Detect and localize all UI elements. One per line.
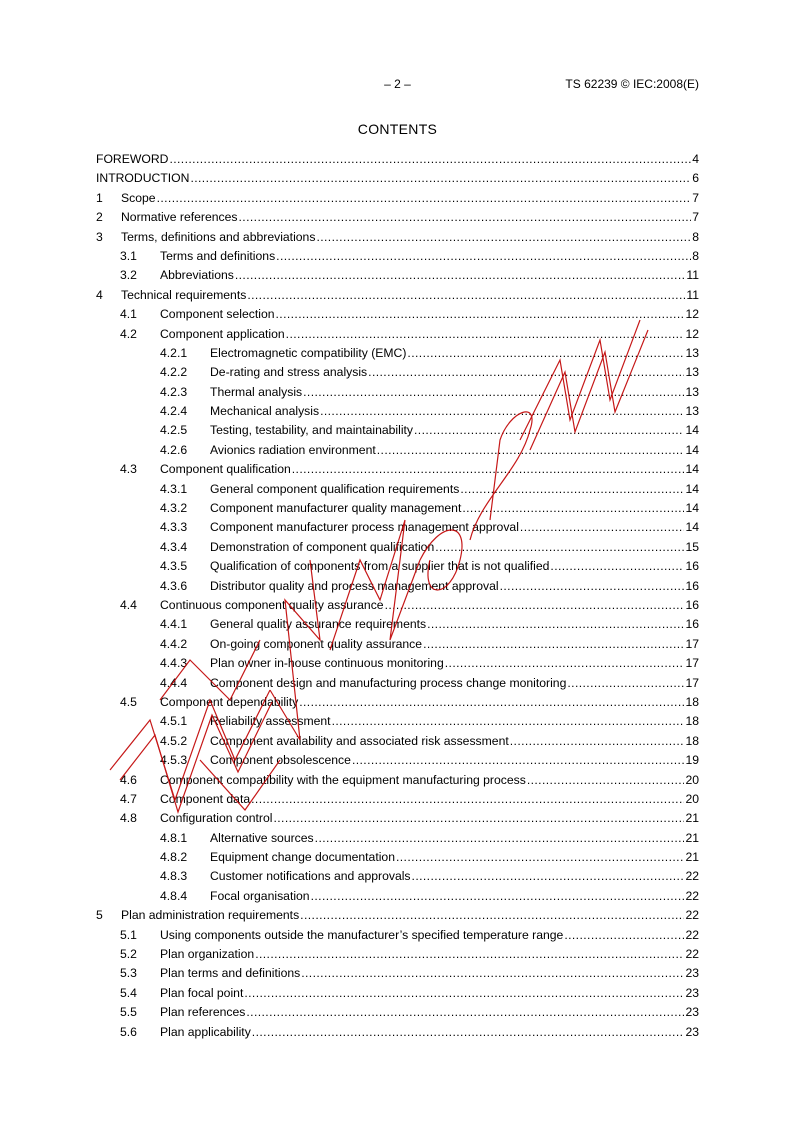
toc-leader-dots xyxy=(352,752,685,769)
toc-entry-number: 4.5.2 xyxy=(160,733,188,748)
toc-leader-dots xyxy=(510,733,685,750)
toc-leader-dots xyxy=(332,713,685,730)
toc-entry-number: 4 xyxy=(96,287,103,302)
toc-entry-page: 16 xyxy=(685,578,699,593)
toc-entry-title: Alternative sources xyxy=(210,830,314,845)
toc-entry-title: Component design and manufacturing process change monitoring xyxy=(210,675,567,690)
toc-leader-dots xyxy=(423,636,684,653)
toc-entry-number: 4.8.4 xyxy=(160,888,188,903)
toc-entry-page: 4 xyxy=(692,152,699,166)
toc-entry[interactable] xyxy=(96,694,699,713)
toc-entry-page: 12 xyxy=(685,326,699,341)
toc-entry-page: 20 xyxy=(685,772,699,787)
toc-leader-dots xyxy=(299,694,684,711)
toc-entry-number: 5.4 xyxy=(120,985,137,1000)
toc-leader-dots xyxy=(255,946,684,963)
toc-entry-page: 17 xyxy=(685,675,699,690)
toc-entry-title: Qualification of components from a supplier that is not qualified xyxy=(210,559,550,574)
toc-entry[interactable] xyxy=(96,364,699,383)
toc-entry-page: 13 xyxy=(685,404,699,419)
toc-entry[interactable] xyxy=(96,248,699,267)
toc-entry[interactable] xyxy=(96,772,699,791)
toc-entry-number: 4.2 xyxy=(120,326,137,341)
toc-entry-title: Distributor quality and process management approval xyxy=(210,578,499,593)
toc-entry-title: Configuration control xyxy=(160,811,273,826)
contents-title: CONTENTS xyxy=(357,121,438,137)
toc-entry-number: 4.5 xyxy=(120,694,137,709)
toc-entry[interactable] xyxy=(96,209,699,228)
toc-entry[interactable] xyxy=(96,636,699,655)
toc-entry[interactable] xyxy=(96,151,699,170)
toc-entry-title: Technical requirements xyxy=(121,287,247,302)
toc-entry-number: 4.5.1 xyxy=(160,714,188,729)
toc-entry-number: 5.3 xyxy=(120,966,137,981)
toc-leader-dots xyxy=(301,965,684,982)
toc-entry-page: 21 xyxy=(685,830,699,845)
toc-entry-number: 4.6 xyxy=(120,772,137,787)
toc-entry-page: 17 xyxy=(685,636,699,651)
toc-entry-title: Reliability assessment xyxy=(210,714,331,729)
toc-entry[interactable] xyxy=(96,675,699,694)
toc-entry-page: 23 xyxy=(685,1024,699,1039)
toc-entry[interactable] xyxy=(96,791,699,810)
toc-entry-page: 13 xyxy=(685,384,699,399)
toc-leader-dots xyxy=(239,209,692,226)
toc-entry-title: Plan terms and definitions xyxy=(160,966,301,981)
toc-entry-number: 5.5 xyxy=(120,1005,137,1020)
toc-entry-page: 7 xyxy=(692,190,699,205)
toc-leader-dots xyxy=(445,655,685,672)
toc-entry-number: 4.5.3 xyxy=(160,753,188,768)
toc-entry-number: 5 xyxy=(96,908,103,923)
toc-entry-title: FOREWORD xyxy=(96,152,169,166)
toc-entry[interactable] xyxy=(96,326,699,345)
toc-entry-number: 3 xyxy=(96,229,103,244)
toc-entry-title: Terms, definitions and abbreviations xyxy=(121,229,316,244)
toc-entry-page: 7 xyxy=(692,210,699,225)
toc-entry-page: 14 xyxy=(685,442,699,457)
toc-entry-title: Scope xyxy=(121,190,156,205)
toc-entry-number: 4.4.1 xyxy=(160,617,188,632)
toc-entry-page: 17 xyxy=(685,656,699,671)
toc-entry-title: Plan owner in-house continuous monitoring xyxy=(210,656,444,671)
toc-entry[interactable] xyxy=(96,384,699,403)
toc-entry-number: 4.3.4 xyxy=(160,539,188,554)
toc-entry[interactable] xyxy=(96,655,699,674)
toc-entry-page: 8 xyxy=(692,229,699,244)
toc-entry-title: Thermal analysis xyxy=(210,384,303,399)
toc-entry-number: 4.2.6 xyxy=(160,442,188,457)
toc-entry-page: 22 xyxy=(685,927,699,942)
toc-entry-title: Plan references xyxy=(160,1005,246,1020)
toc-leader-dots xyxy=(435,539,684,556)
toc-entry-page: 12 xyxy=(685,307,699,322)
toc-entry[interactable] xyxy=(96,946,699,965)
toc-entry[interactable] xyxy=(96,733,699,752)
toc-entry[interactable] xyxy=(96,597,699,616)
toc-entry[interactable] xyxy=(96,287,699,306)
toc-entry-number: 2 xyxy=(96,210,103,225)
toc-leader-dots xyxy=(316,229,691,246)
toc-entry-title: Component selection xyxy=(160,307,275,322)
toc-entry-title: Plan administration requirements xyxy=(121,908,300,923)
toc-entry-page: 13 xyxy=(685,345,699,360)
toc-entry-title: Component obsolescence xyxy=(210,753,351,768)
toc-entry-title: Component application xyxy=(160,326,285,341)
toc-entry-number: 5.2 xyxy=(120,947,137,962)
toc-entry-title: Component manufacturer quality management xyxy=(210,501,462,516)
toc-leader-dots xyxy=(273,810,684,827)
toc-entry-number: 4.3.3 xyxy=(160,520,188,535)
toc-entry-number: 1 xyxy=(96,190,103,205)
toc-entry-title: Mechanical analysis xyxy=(210,404,320,419)
toc-leader-dots xyxy=(412,868,685,885)
toc-entry[interactable] xyxy=(96,500,699,519)
toc-entry-number: 4.8.2 xyxy=(160,850,188,865)
toc-entry[interactable] xyxy=(96,442,699,461)
toc-entry-page: 15 xyxy=(685,539,699,554)
toc-leader-dots xyxy=(276,306,685,323)
toc-entry-title: Component availability and associated risk assessment xyxy=(210,733,509,748)
toc-entry[interactable] xyxy=(96,403,699,422)
toc-leader-dots xyxy=(276,248,691,265)
toc-leader-dots xyxy=(246,1004,684,1021)
toc-entry-number: 4.2.1 xyxy=(160,345,188,360)
toc-entry-number: 4.2.5 xyxy=(160,423,188,438)
toc-entry-title: General quality assurance requirements xyxy=(210,617,427,632)
toc-entry-page: 16 xyxy=(685,559,699,574)
toc-entry-page: 11 xyxy=(686,287,699,302)
toc-leader-dots xyxy=(550,558,684,575)
toc-entry[interactable] xyxy=(96,985,699,1004)
toc-entry[interactable] xyxy=(96,170,699,189)
toc-leader-dots xyxy=(500,578,685,595)
toc-entry-number: 4.4.2 xyxy=(160,636,188,651)
toc-entry-number: 4.2.3 xyxy=(160,384,188,399)
toc-entry[interactable] xyxy=(96,539,699,558)
toc-entry-title: General component qualification requirements xyxy=(210,481,460,496)
toc-entry[interactable] xyxy=(96,229,699,248)
toc-leader-dots xyxy=(396,849,684,866)
toc-entry-number: 5.6 xyxy=(120,1024,137,1039)
toc-entry-number: 4.3.5 xyxy=(160,559,188,574)
toc-entry[interactable] xyxy=(96,616,699,635)
toc-leader-dots xyxy=(292,461,685,478)
toc-entry[interactable] xyxy=(96,907,699,926)
toc-entry-title: On-going component quality assurance xyxy=(210,636,423,651)
toc-entry-page: 21 xyxy=(685,850,699,865)
toc-entry-page: 6 xyxy=(692,171,699,186)
toc-entry[interactable] xyxy=(96,267,699,286)
page-number: – 2 – xyxy=(384,77,411,91)
toc-entry[interactable] xyxy=(96,345,699,364)
toc-entry[interactable] xyxy=(96,306,699,325)
toc-entry[interactable] xyxy=(96,713,699,732)
toc-entry-page: 11 xyxy=(686,268,699,283)
toc-entry-number: 4.1 xyxy=(120,307,137,322)
toc-leader-dots xyxy=(377,442,685,459)
toc-entry-number: 4.8.3 xyxy=(160,869,188,884)
toc-entry[interactable] xyxy=(96,830,699,849)
toc-entry-number: 5.1 xyxy=(120,927,137,942)
toc-entry-title: Focal organisation xyxy=(210,888,310,903)
toc-entry-number: 4.3.1 xyxy=(160,481,188,496)
toc-entry-title: Plan organization xyxy=(160,947,255,962)
toc-entry-title: Component compatibility with the equipment manufacturing process xyxy=(160,772,526,787)
toc-entry[interactable] xyxy=(96,849,699,868)
toc-leader-dots xyxy=(311,888,685,905)
toc-leader-dots xyxy=(460,481,684,498)
toc-entry-page: 22 xyxy=(685,908,699,923)
toc-entry[interactable] xyxy=(96,1004,699,1023)
toc-entry[interactable] xyxy=(96,481,699,500)
toc-entry-page: 18 xyxy=(685,694,699,709)
toc-leader-dots xyxy=(564,927,684,944)
toc-leader-dots xyxy=(315,830,685,847)
toc-entry-page: 23 xyxy=(685,966,699,981)
toc-leader-dots xyxy=(407,345,684,362)
toc-entry-number: 4.4.3 xyxy=(160,656,188,671)
table-of-contents xyxy=(96,151,699,1043)
toc-leader-dots xyxy=(527,772,685,789)
toc-leader-dots xyxy=(462,500,684,517)
toc-entry[interactable] xyxy=(96,888,699,907)
toc-entry-title: Plan applicability xyxy=(160,1024,251,1039)
document-reference: TS 62239 © IEC:2008(E) xyxy=(565,77,699,91)
toc-leader-dots xyxy=(190,170,691,187)
toc-entry-page: 8 xyxy=(692,248,699,263)
toc-entry[interactable] xyxy=(96,965,699,984)
toc-entry-page: 22 xyxy=(685,888,699,903)
toc-entry[interactable] xyxy=(96,927,699,946)
toc-entry-title: Equipment change documentation xyxy=(210,850,395,865)
toc-entry-page: 14 xyxy=(685,481,699,496)
page-header xyxy=(96,77,699,93)
toc-entry-number: 3.1 xyxy=(120,248,137,263)
toc-entry[interactable] xyxy=(96,752,699,771)
toc-entry-page: 14 xyxy=(685,501,699,516)
toc-entry-number: 3.2 xyxy=(120,268,137,283)
toc-leader-dots xyxy=(385,597,685,614)
toc-entry-page: 22 xyxy=(685,869,699,884)
toc-leader-dots xyxy=(235,267,685,284)
toc-entry-title: Demonstration of component qualification xyxy=(210,539,435,554)
toc-entry-page: 18 xyxy=(685,714,699,729)
toc-leader-dots xyxy=(251,791,684,808)
toc-entry-title: Plan focal point xyxy=(160,985,244,1000)
toc-entry-number: 4.3.2 xyxy=(160,501,188,516)
toc-leader-dots xyxy=(169,151,691,168)
toc-entry-title: Component manufacturer process management approval xyxy=(210,520,519,535)
toc-leader-dots xyxy=(244,985,684,1002)
toc-entry-number: 4.2.2 xyxy=(160,365,188,380)
toc-entry-page: 16 xyxy=(685,597,699,612)
toc-entry-title: Abbreviations xyxy=(160,268,234,283)
toc-leader-dots xyxy=(520,519,685,536)
toc-leader-dots xyxy=(368,364,684,381)
toc-entry[interactable] xyxy=(96,1024,699,1043)
toc-entry-page: 23 xyxy=(685,1005,699,1020)
toc-entry-page: 18 xyxy=(685,733,699,748)
toc-entry[interactable] xyxy=(96,868,699,887)
toc-entry[interactable] xyxy=(96,810,699,829)
toc-entry-number: 4.7 xyxy=(120,791,137,806)
toc-entry-page: 21 xyxy=(685,811,699,826)
toc-entry-page: 19 xyxy=(685,753,699,768)
toc-leader-dots xyxy=(414,422,684,439)
toc-entry-page: 23 xyxy=(685,985,699,1000)
toc-entry-number: 4.2.4 xyxy=(160,404,188,419)
toc-entry-title: Component data xyxy=(160,791,251,806)
toc-entry[interactable] xyxy=(96,519,699,538)
toc-entry-title: De-rating and stress analysis xyxy=(210,365,368,380)
toc-leader-dots xyxy=(286,326,685,343)
toc-entry-title: Electromagnetic compatibility (EMC) xyxy=(210,345,407,360)
toc-entry-page: 20 xyxy=(685,791,699,806)
toc-entry[interactable] xyxy=(96,190,699,209)
toc-entry-title: Continuous component quality assurance xyxy=(160,597,384,612)
toc-entry-page: 14 xyxy=(685,520,699,535)
toc-entry[interactable] xyxy=(96,422,699,441)
toc-entry-page: 22 xyxy=(685,947,699,962)
toc-entry-page: 14 xyxy=(685,462,699,477)
toc-entry-title: Normative references xyxy=(121,210,238,225)
toc-entry-title: INTRODUCTION xyxy=(96,171,190,186)
toc-entry[interactable] xyxy=(96,558,699,577)
toc-entry-page: 14 xyxy=(685,423,699,438)
toc-entry-title: Component dependability xyxy=(160,694,299,709)
toc-entry-page: 13 xyxy=(685,365,699,380)
toc-leader-dots xyxy=(567,675,684,692)
toc-entry-title: Component qualification xyxy=(160,462,291,477)
toc-leader-dots xyxy=(157,190,692,207)
toc-entry-number: 4.4.4 xyxy=(160,675,188,690)
toc-leader-dots xyxy=(427,616,684,633)
toc-entry-number: 4.8 xyxy=(120,811,137,826)
toc-entry-number: 4.8.1 xyxy=(160,830,188,845)
toc-leader-dots xyxy=(320,403,684,420)
toc-entry-title: Customer notifications and approvals xyxy=(210,869,411,884)
toc-entry-page: 16 xyxy=(685,617,699,632)
toc-entry-title: Using components outside the manufacturer’s specified temperature range xyxy=(160,927,564,942)
toc-entry-title: Avionics radiation environment xyxy=(210,442,376,457)
toc-leader-dots xyxy=(303,384,684,401)
toc-entry-number: 4.3 xyxy=(120,462,137,477)
toc-entry-number: 4.4 xyxy=(120,597,137,612)
toc-leader-dots xyxy=(300,907,684,924)
toc-entry-number: 4.3.6 xyxy=(160,578,188,593)
toc-entry-title: Testing, testability, and maintainability xyxy=(210,423,414,438)
toc-leader-dots xyxy=(252,1024,685,1041)
toc-entry[interactable] xyxy=(96,578,699,597)
toc-leader-dots xyxy=(247,287,685,304)
toc-entry[interactable] xyxy=(96,461,699,480)
toc-entry-title: Terms and definitions xyxy=(160,248,276,263)
